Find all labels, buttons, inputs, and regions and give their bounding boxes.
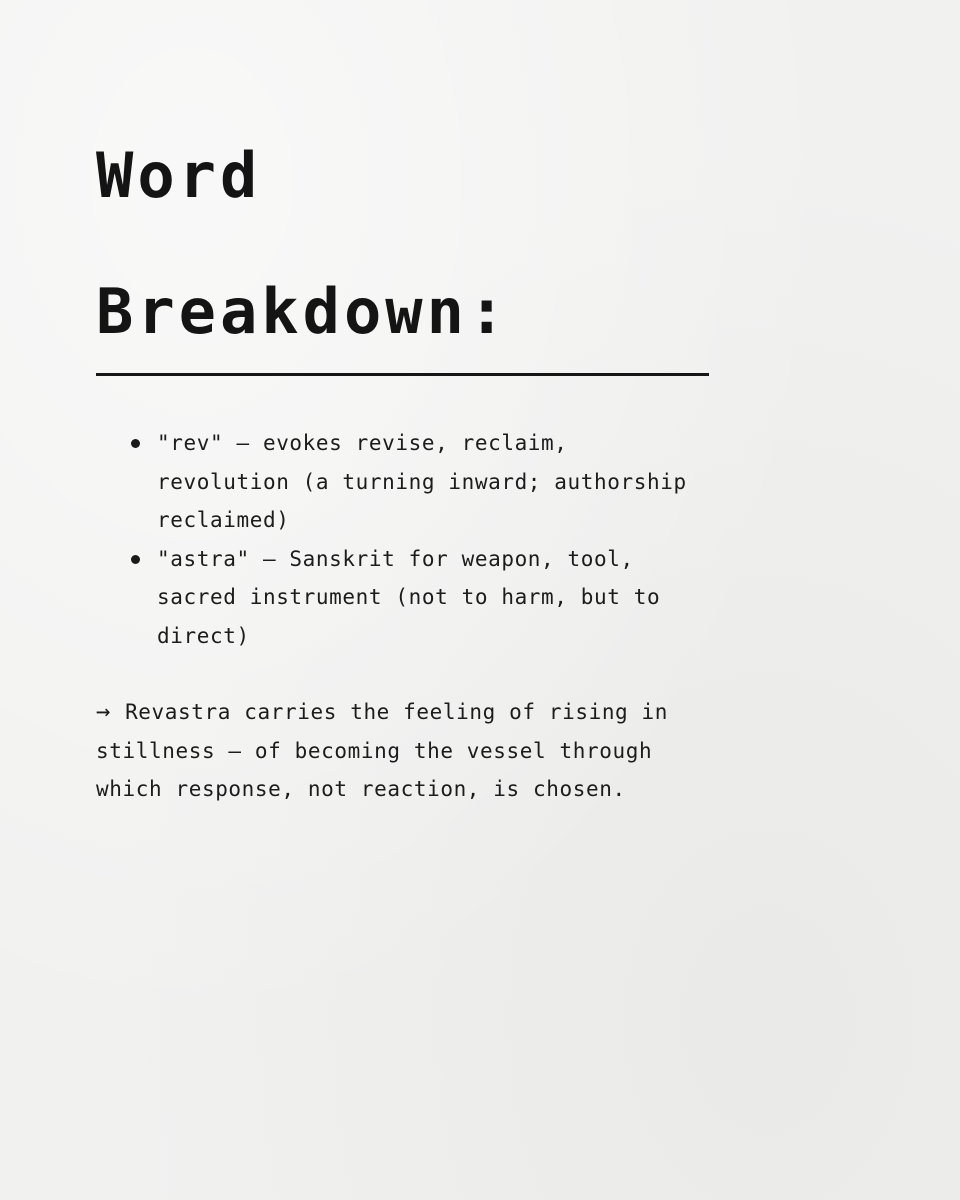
divider-rule	[96, 373, 709, 376]
list-item	[130, 424, 690, 540]
title-line-1: Word	[96, 139, 262, 212]
summary-paragraph	[96, 692, 716, 809]
page-title	[96, 108, 736, 380]
bullet-dot-icon	[131, 439, 140, 448]
breakdown-list	[130, 424, 690, 655]
list-item	[130, 540, 690, 656]
summary-text: Revastra carries the feeling of rising in stillness — of becoming the vessel through which response, not reaction, is chosen.	[96, 700, 669, 801]
list-item-text: "rev" — evokes revise, reclaim, revolution (a turning inward; authorship reclaimed)	[157, 431, 687, 532]
bullet-dot-icon	[131, 555, 140, 564]
title-line-2: Breakdown:	[96, 275, 510, 348]
arrow-right-icon: →	[96, 697, 112, 725]
list-item-text: "astra" — Sanskrit for weapon, tool, sacred instrument (not to harm, but to direct)	[157, 546, 661, 648]
